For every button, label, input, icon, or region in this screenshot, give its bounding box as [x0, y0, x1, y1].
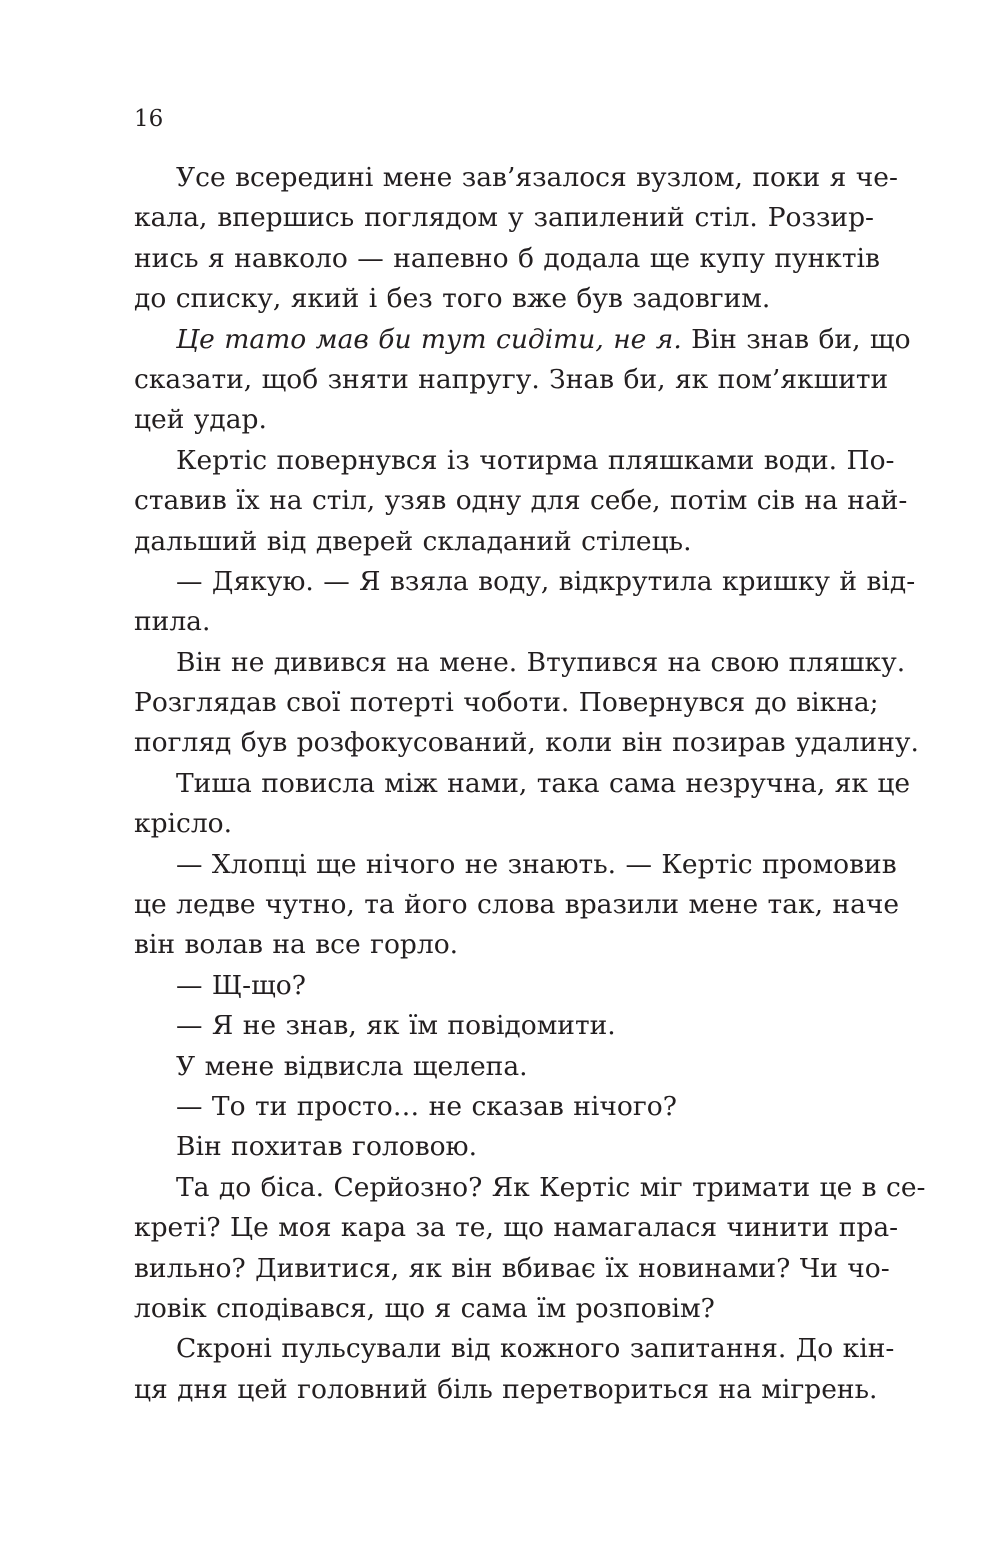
text-line: Розглядав свої потерті чоботи. Повернувся до вікна; — [134, 687, 879, 719]
text-line: ця дня цей головний біль перетвориться на мігрень. — [134, 1373, 878, 1405]
italic-phrase: Це тато мав би тут сидіти, не я. — [176, 323, 682, 355]
text-line: — Я не знав, як їм повідомити. — [176, 1010, 616, 1042]
text-line: цей удар. — [134, 404, 267, 436]
text-line: сказати, щоб зняти напругу. Знав би, як пом’якшити — [134, 363, 889, 395]
text-line: Він похитав головою. — [176, 1131, 478, 1163]
text-line: Тиша повисла між нами, така сама незручна, як це — [176, 767, 911, 799]
text-line: нись я навколо — напевно б додала ще купу пунктів — [134, 242, 880, 274]
text-line: до списку, який і без того вже був задовгим. — [134, 283, 771, 315]
text-line: погляд був розфокусований, коли він позирав удалину. — [134, 727, 919, 759]
text-line: Скроні пульсували від кожного запитання. До кін- — [176, 1333, 895, 1365]
text-line: ставив їх на стіл, узяв одну для себе, потім сів на най- — [134, 485, 908, 517]
text-line: кала, впершись поглядом у запилений стіл. Роззир- — [134, 202, 874, 234]
body-text — [134, 158, 926, 1410]
text-line: — Щ-що? — [176, 969, 306, 1001]
page-number: 16 — [134, 106, 164, 132]
text-line: — Дякую. — Я взяла воду, відкрутила кришку й від- — [176, 565, 916, 597]
text-line: ловік сподівався, що я сама їм розповім? — [134, 1292, 715, 1324]
text-line: Кертіс повернувся із чотирма пляшками води. По- — [176, 444, 895, 476]
text-line: пила. — [134, 606, 211, 638]
text-line: Усе всередині мене зав’язалося вузлом, поки я че- — [176, 162, 898, 193]
text-line: Він не дивився на мене. Втупився на свою пляшку. — [176, 646, 906, 678]
text-line: вильно? Дивитися, як він вбиває їх новинами? Чи чо- — [134, 1252, 890, 1284]
text-line: — Хлопці ще нічого не знають. — Кертіс промовив — [176, 848, 897, 880]
text-span: Він знав би, що — [681, 323, 911, 355]
text-line: дальший від дверей складаний стілець. — [134, 525, 692, 557]
text-line: це ледве чутно, та його слова вразили мене так, наче — [134, 889, 900, 921]
text-line — [134, 320, 911, 360]
text-line: крісло. — [134, 808, 233, 840]
text-line: креті? Це моя кара за те, що намагалася чинити пра- — [134, 1212, 899, 1244]
text-line: — То ти просто… не сказав нічого? — [176, 1090, 677, 1122]
text-line: У мене відвисла щелепа. — [176, 1050, 528, 1082]
text-line: Та до біса. Серйозно? Як Кертіс міг тримати це в се- — [176, 1171, 926, 1203]
text-line: він волав на все горло. — [134, 929, 459, 961]
